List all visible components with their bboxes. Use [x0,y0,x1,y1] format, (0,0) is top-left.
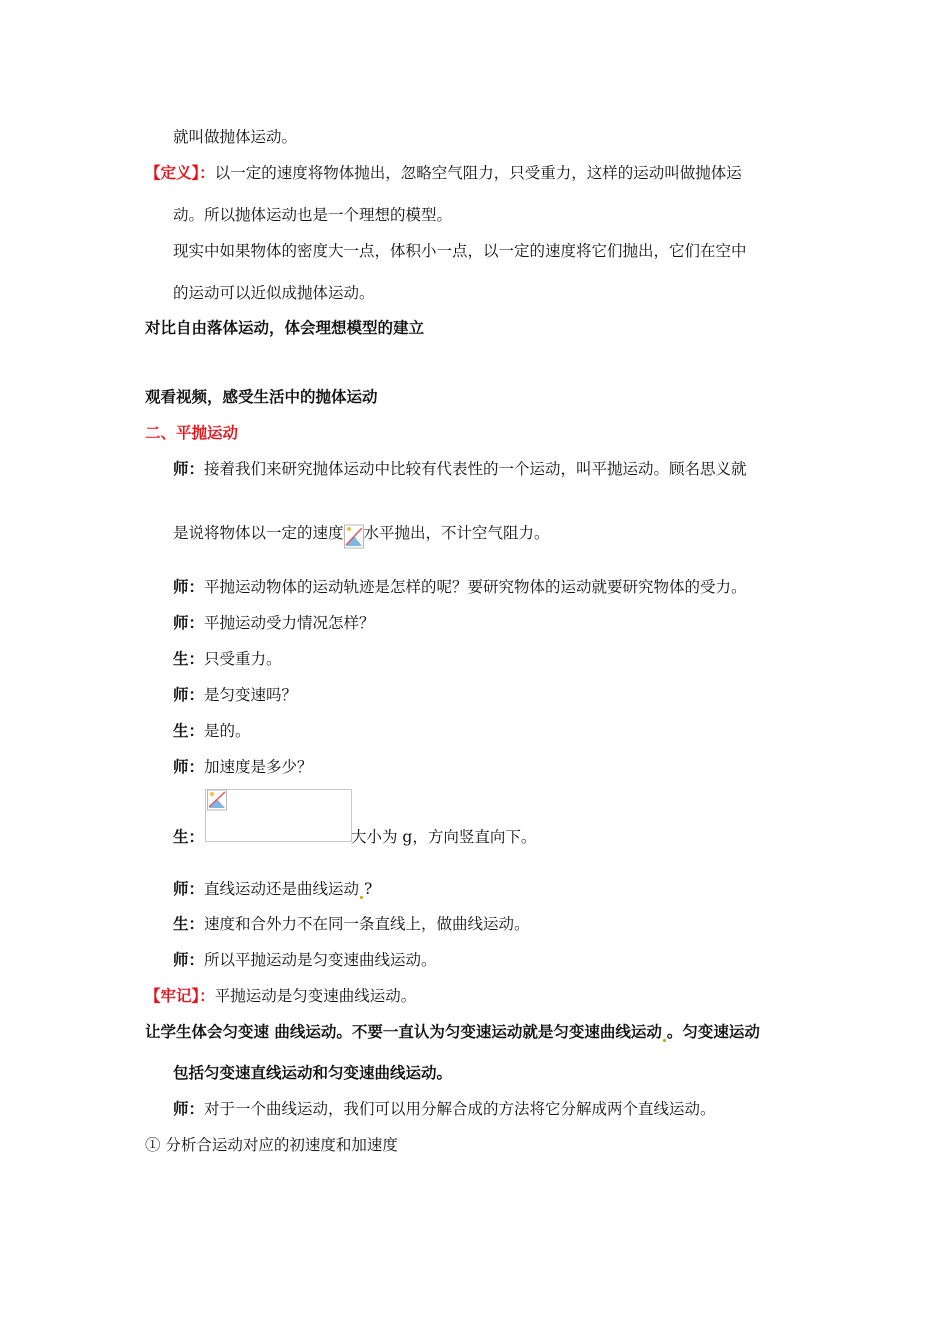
dialogue-text: 所以平抛运动是匀变速曲线运动。 [204,951,437,969]
note-tag: 【牢记】： [145,986,215,1005]
text-span: 让学生体会匀变速 曲线运动。不要一直认为匀变速运动就是匀变速曲线运动 [145,1022,662,1041]
text-span: 动。所以抛体运动也是一个理想的模型。 [173,206,453,224]
text-span: 就叫做抛体运动。 [173,128,298,146]
speaker-label: 师： [173,950,205,969]
bold-note [173,1063,452,1083]
speaker-label: 师： [173,757,205,776]
speaker-label: 生： [173,914,205,933]
dialogue-text: 速度和合外力不在同一条直线上，做曲线运动。 [204,915,530,933]
broken-image-icon [344,519,364,549]
dialogue-text: 是匀变速吗？ [204,686,298,704]
speaker-label: 师： [173,1099,205,1118]
text-span: 的运动可以近似成抛体运动。 [173,284,375,302]
dialogue-line [173,721,251,741]
bold-note [145,318,424,338]
dialogue-line [173,1099,716,1119]
speaker-label: 师： [173,459,205,478]
dialogue-text: ? [364,880,373,898]
text-line [173,127,297,147]
text-span: 对比自由落体运动，体会理想模型的建立 [145,318,425,337]
text-span: ① 分析合运动对应的初速度和加速度 [145,1136,398,1154]
dialogue-line [173,613,375,633]
text-line [145,1135,398,1155]
note-line [145,986,416,1006]
dialogue-text: 平抛运动物体的运动轨迹是怎样的呢？要研究物体的运动就要研究物体的受力。 [204,578,747,596]
section-heading [145,423,238,443]
speaker-label: 生： [173,649,205,668]
dialogue-text: 是的。 [204,722,251,740]
dialogue-line [173,950,437,970]
text-span: 包括匀变速直线运动和匀变速曲线运动。 [173,1063,453,1082]
dialogue-line [173,519,550,549]
text-line [173,283,375,303]
dialogue-line [351,827,536,847]
dialogue-line [173,685,297,705]
dialogue-line [173,649,282,669]
dialogue-line [173,459,747,479]
dialogue-text: 平抛运动受力情况怎样？ [204,614,375,632]
speaker-label: 师： [173,577,205,596]
dialogue-text: 接着我们来研究抛体运动中比较有代表性的一个运动，叫平抛运动。顾名思义就 [204,460,747,478]
bold-note [145,387,378,407]
speaker-label: 师： [173,613,205,632]
image-placeholder [205,789,352,842]
text-span: 观看视频，感受生活中的抛体运动 [145,387,378,406]
dialogue-text: 直线运动还是曲线运动 [204,880,360,898]
speaker-label: 生： [173,827,205,846]
dialogue-text: 加速度是多少？ [204,758,313,776]
speaker-label: 生： [173,721,205,740]
dialogue-text: 只受重力。 [204,650,282,668]
dialogue-text: 水平抛出，不计空气阻力。 [363,524,550,542]
marker-dot [360,896,363,899]
definition-line [145,163,742,183]
text-line [173,205,452,225]
note-text: 平抛运动是匀变速曲线运动。 [214,987,417,1005]
speaker-label: 师： [173,879,205,898]
bold-note [145,1022,760,1042]
dialogue-line [173,827,204,847]
dialogue-line [173,577,747,597]
text-span: 二、平抛运动 [145,423,239,442]
dialogue-text: 对于一个曲线运动，我们可以用分解合成的方法将它分解成两个直线运动。 [204,1100,716,1118]
text-span: 现实中如果物体的密度大一点，体积小一点，以一定的速度将它们抛出，它们在空中 [173,242,747,260]
dialogue-line [173,757,313,777]
dialogue-line [173,879,372,899]
dialogue-text: 大小为 g，方向竖直向下。 [351,828,537,846]
definition-tag: 【定义】： [145,163,215,182]
marker-dot [663,1039,666,1042]
definition-text: 以一定的速度将物体抛出，忽略空气阻力，只受重力，这样的运动叫做抛体运 [214,164,742,182]
text-line [173,241,747,261]
text-span: 。匀变速运动 [666,1022,760,1041]
dialogue-line [173,914,530,934]
speaker-label: 师： [173,685,205,704]
dialogue-text: 是说将物体以一定的速度 [173,524,344,542]
broken-image-icon [207,785,227,811]
